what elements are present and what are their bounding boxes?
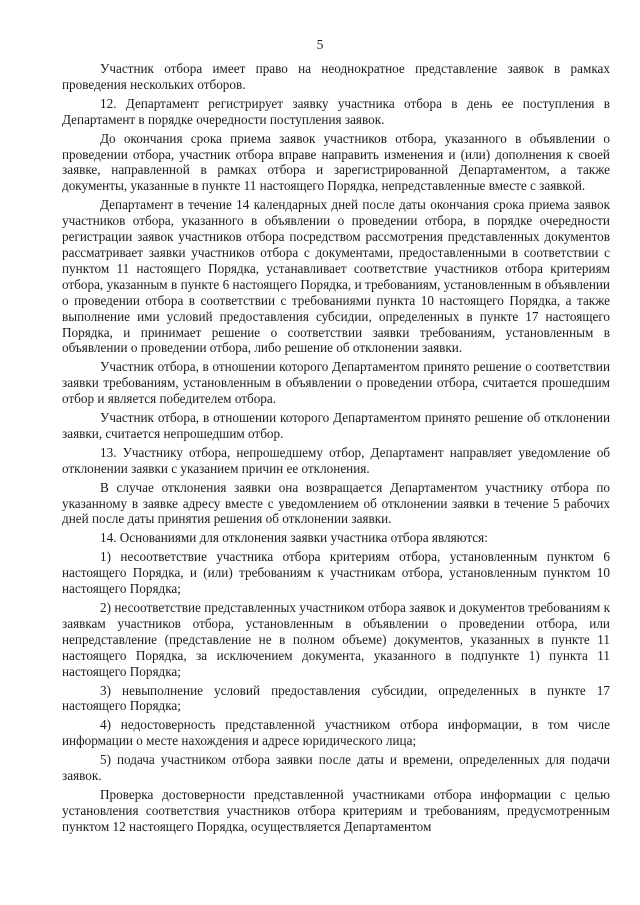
list-item-ground-2: 2) несоответствие представленных участником отбора заявок и документов требованиям к заявкам участников отбора, установленным в объявлении о проведении отбора, или непредставление (представление не в полном объеме) документов, указанных в пункте 11 настоящего Порядка, за исключением документа, указанного в подпункте 1) пункта 11 настоящего Порядка; — [62, 600, 610, 679]
paragraph-changes-before-deadline: До окончания срока приема заявок участников отбора, указанного в объявлении о проведении отбора, участник отбора вправе направить изменения и (или) дополнения к своей заявке, направленной в рамках отбора и зарегистрированной Департаментом, а также документы, указанные в пункте 11 настоящего Порядка, непредставленные вместе с заявкой. — [62, 130, 610, 194]
paragraph-14-grounds: 14. Основаниями для отклонения заявки участника отбора являются: — [100, 530, 488, 546]
list-item-ground-1: 1) несоответствие участника отбора критериям отбора, установленным пунктом 6 настоящего Порядка, и (или) требованиям к участникам отбора, установленным пунктом 10 настоящего Порядка; — [62, 549, 610, 597]
paragraph-participant-right: Участник отбора имеет право на неоднократное представление заявок в рамках проведения нескольких отборов. — [62, 61, 610, 92]
document-body — [62, 61, 610, 835]
paragraph-12-registration: 12. Департамент регистрирует заявку участника отбора в день ее поступления в Департамент в порядке очередности поступления заявок. — [62, 95, 610, 127]
paragraph-review-14-days: Департамент в течение 14 календарных дней после даты окончания срока приема заявок участников отбора, указанного в объявлении о проведении отбора, в порядке очередности регистрации заявок участников отбора посредством рассмотрения представленных документов рассматривает заявки участников отбора с документами, предоставленными в соответствии с пунктом 11 настоящего Порядка, устанавливает соответствие участников отбора критериям отбора, указанным в пункте 6 настоящего Порядка, и требованиям, установленным в объявлении о проведении отбора в соответствии с требованиями пункта 10 настоящего Порядка, а также выполнение ими условий предоставления субсидии, определенных в пункте 17 настоящего Порядка, и принимает решение о соответствии заявки требованиям, установленным в объявлении о проведении отбора, либо решение об отклонении заявки. — [62, 197, 610, 356]
list-item-ground-4: 4) недостоверность представленной участником отбора информации, в том числе информации о месте нахождения и адресе юридического лица; — [62, 717, 610, 749]
paragraph-winner: Участник отбора, в отношении которого Департаментом принято решение о соответствии заявки требованиям, установленным в объявлении о проведении отбора, считается прошедшим отбор и является победителем отбора. — [62, 359, 610, 407]
list-item-ground-3: 3) невыполнение условий предоставления субсидии, определенных в пункте 17 настоящего Порядка; — [62, 682, 610, 714]
paragraph-return-application: В случае отклонения заявки она возвращается Департаментом участнику отбора по указанному в заявке адресу вместе с уведомлением об отклонении заявки в течение 5 рабочих дней после даты принятия решения об отклонении заявки. — [62, 479, 610, 527]
list-item-ground-5: 5) подача участником отбора заявки после даты и времени, определенных для подачи заявок. — [62, 752, 610, 784]
page-number: 5 — [316, 37, 324, 52]
paragraph-13-notification: 13. Участнику отбора, непрошедшему отбор, Департамент направляет уведомление об отклонении заявки с указанием причин ее отклонения. — [62, 444, 610, 476]
paragraph-verification: Проверка достоверности представленной участниками отбора информации с целью установления соответствия участников отбора критериям и требованиям, предусмотренным пунктом 12 настоящего Порядка, осуществляется Департаментом — [62, 786, 610, 834]
paragraph-not-passed: Участник отбора, в отношении которого Департаментом принято решение об отклонении заявки, считается непрошедшим отбор. — [62, 410, 610, 441]
